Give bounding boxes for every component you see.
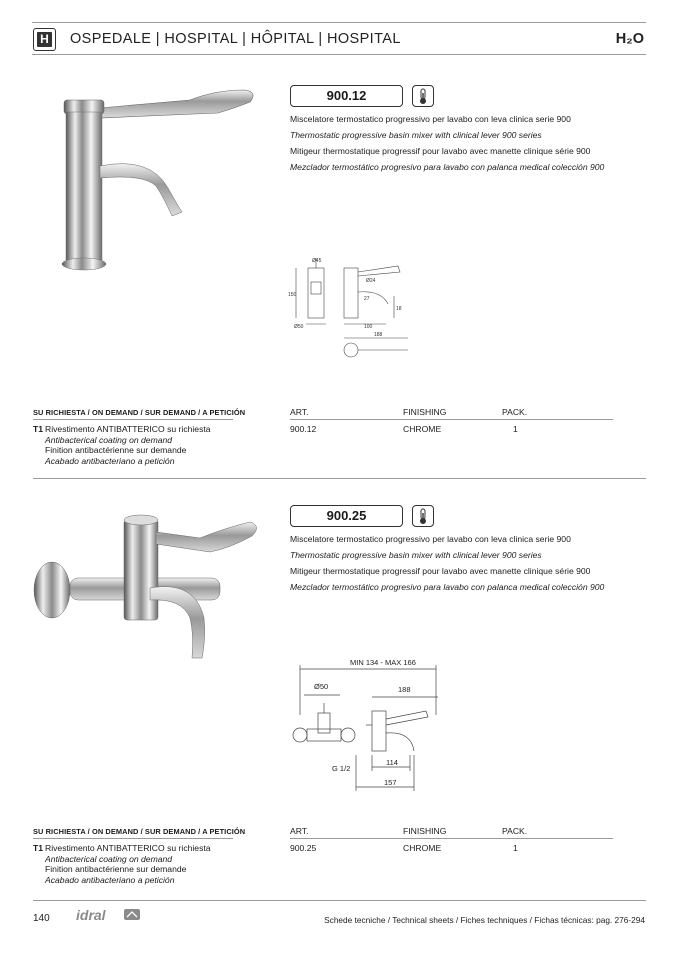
- col-header-pack: PACK.: [502, 826, 528, 836]
- drawing-label: 114: [386, 758, 398, 767]
- divider: [33, 838, 233, 839]
- section-title: OSPEDALE | HOSPITAL | HÔPITAL | HOSPITAL: [70, 31, 401, 47]
- drawing-label: MIN 134 - MAX 166: [350, 658, 416, 667]
- drawing-label: 150: [288, 292, 297, 298]
- option-description: Rivestimento ANTIBATTERICO su richiesta Antibacterical coating on demand Finition antibactérienne sur demande Acabado antibacteriano a petición: [45, 843, 211, 885]
- drawing-label: 188: [374, 332, 383, 338]
- col-header-art: ART.: [290, 407, 309, 417]
- footer-rule: [33, 900, 646, 901]
- cell-finishing: CHROME: [403, 424, 442, 434]
- option-code: T1: [33, 424, 44, 434]
- cell-pack: 1: [513, 424, 518, 434]
- drawing-label: 188: [398, 685, 411, 694]
- technical-sheets-reference: Schede tecniche / Technical sheets / Fiches techniques / Fichas técnicas: pag. 276-294: [324, 915, 645, 925]
- hospital-category-icon: H: [33, 28, 56, 51]
- on-demand-label: SU RICHIESTA / ON DEMAND / SUR DEMAND / A PETICIÓN: [33, 408, 246, 417]
- on-demand-label: SU RICHIESTA / ON DEMAND / SUR DEMAND / A PETICIÓN: [33, 827, 246, 836]
- drawing-label: 100: [364, 324, 373, 330]
- col-header-finishing: FINISHING: [403, 826, 447, 836]
- divider: [290, 838, 613, 839]
- cell-art: 900.25: [290, 843, 317, 853]
- divider: [290, 419, 613, 420]
- header-bottom-rule: [32, 54, 646, 55]
- thermometer-icon: [412, 505, 434, 527]
- cell-finishing: CHROME: [403, 843, 442, 853]
- divider: [33, 419, 233, 420]
- brand-label: H₂O: [615, 31, 644, 47]
- drawing-label: Ø50: [294, 324, 304, 330]
- option-code: T1: [33, 843, 44, 853]
- option-description: Rivestimento ANTIBATTERICO su richiesta Antibacterical coating on demand Finition antibactérienne sur demande Acabado antibacteriano a petición: [45, 424, 211, 466]
- drawing-label: 27: [364, 296, 370, 302]
- thermometer-icon: [412, 85, 434, 107]
- header-top-rule: [32, 22, 646, 23]
- col-header-finishing: FINISHING: [403, 407, 447, 417]
- product-photo-basin-mixer: [40, 78, 270, 278]
- section-divider: [33, 478, 646, 479]
- product-description: Miscelatore termostatico progressivo per lavabo con leva clinica serie 900 Thermostatic progressive basin mixer with clinical lever 900 series Mitigeur thermostatique progressif pour lavabo avec manette clinique série 900 Mezclador termostático progresivo para lavabo con palanca medical colección 900: [290, 534, 605, 592]
- product-photo-wall-mixer: [30, 508, 270, 673]
- drawing-label: Ø45: [312, 258, 322, 264]
- product-code-badge: 900.25: [290, 505, 403, 527]
- col-header-art: ART.: [290, 826, 309, 836]
- svg-text:idral: idral: [76, 907, 106, 923]
- technical-drawing: [286, 655, 446, 800]
- col-header-pack: PACK.: [502, 407, 528, 417]
- product-description: Miscelatore termostatico progressivo per lavabo con leva clinica serie 900 Thermostatic progressive basin mixer with clinical lever 900 series Mitigeur thermostatique progressif pour lavabo avec manette clinique série 900 Mezclador termostático progresivo para lavabo con palanca medical colección 900: [290, 114, 605, 172]
- idral-logo: [76, 907, 146, 925]
- page-number: 140: [33, 913, 50, 924]
- drawing-label: 157: [384, 778, 397, 787]
- cell-art: 900.12: [290, 424, 317, 434]
- drawing-label: 18: [396, 306, 402, 312]
- drawing-label: Ø50: [314, 682, 329, 691]
- drawing-label: G 1/2: [332, 764, 351, 773]
- cell-pack: 1: [513, 843, 518, 853]
- technical-drawing: [286, 252, 426, 364]
- drawing-label: Ø24: [366, 278, 376, 284]
- product-code-badge: 900.12: [290, 85, 403, 107]
